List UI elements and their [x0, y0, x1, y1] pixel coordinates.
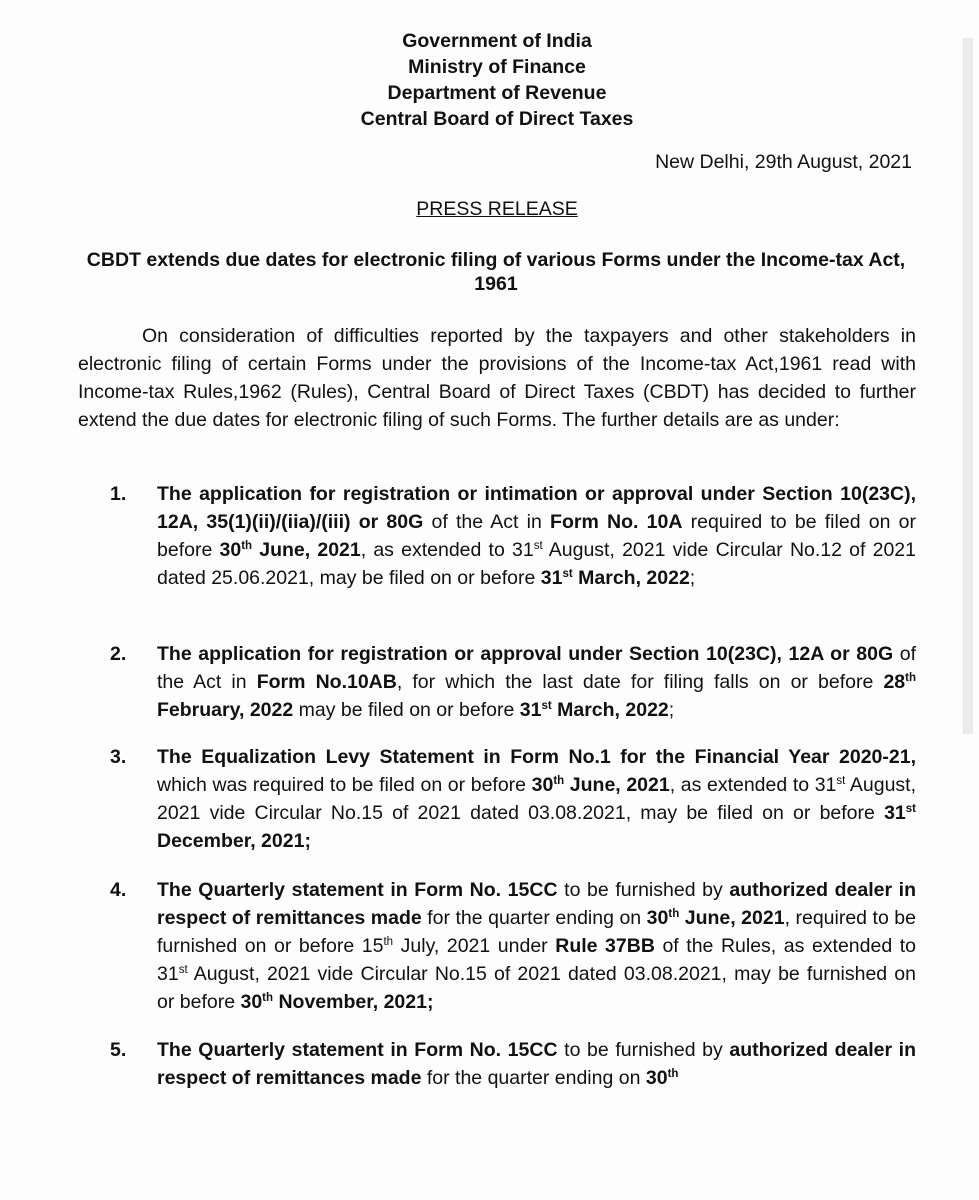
item-number: 1. — [110, 483, 127, 505]
header-ministry: Ministry of Finance — [408, 56, 586, 78]
item-text: The Quarterly statement in Form No. 15CC to be furnished by authorized dealer in respect of remittances made for the quarter ending on 30th — [157, 1039, 916, 1089]
item-text: The Quarterly statement in Form No. 15CC to be furnished by authorized dealer in respect of remittances made for the quarter ending on 30th June, 2021, required to be furnished on or before 15th July, 2021 under Rule 37BB of the Rules, as extended to 31st August, 2021 vide Circular No.15 of 2021 dated 03.08.2021, may be furnished on or before 30th November, 2021; — [157, 879, 917, 1013]
header-government: Government of India — [402, 30, 592, 52]
item-number: 5. — [110, 1039, 127, 1061]
item-number: 4. — [110, 879, 127, 901]
item-text: The application for registration or intimation or approval under Section 10(23C), 12A, 35(1)(ii)/(iia)/(iii) or 80G of the Act in Form No. 10A required to be filed on or before 30th June, 2021, as extended to 31st August, 2021 vide Circular No.12 of 2021 dated 25.06.2021, may be filed on or before 31st March, 2022; — [157, 483, 917, 589]
header-board: Central Board of Direct Taxes — [360, 108, 634, 130]
intro-paragraph: On consideration of difficulties reported by the taxpayers and other stakeholders in electronic filing of certain Forms under the provisions of the Income-tax Act,1961 read with Income-tax Rules,1962 (Rules), Central Board of Direct Taxes (CBDT) has decided to further extend the due dates for electronic filing of such Forms. The further details are as under: — [78, 325, 916, 431]
dateline: New Delhi, 29th August, 2021 — [655, 151, 912, 173]
issuer-header — [0, 28, 979, 132]
item-text: The application for registration or approval under Section 10(23C), 12A or 80G of the Act in Form No.10AB, for which the last date for filing falls on or before 28th February, 2022 may be filed on or before 31st March, 2022; — [157, 643, 916, 721]
press-release-label: PRESS RELEASE — [416, 198, 578, 220]
headline: CBDT extends due dates for electronic filing of various Forms under the Income-tax Act, 1961 — [86, 249, 906, 295]
item-number: 2. — [110, 643, 127, 665]
item-number: 3. — [110, 746, 127, 768]
header-department: Department of Revenue — [387, 82, 607, 104]
item-text: The Equalization Levy Statement in Form No.1 for the Financial Year 2020-21, which was required to be filed on or before 30th June, 2021, as extended to 31st August, 2021 vide Circular No.15 of 2021 dated 03.08.2021, may be filed on or before 31st December, 2021; — [157, 746, 917, 852]
scrollbar[interactable] — [963, 38, 973, 734]
